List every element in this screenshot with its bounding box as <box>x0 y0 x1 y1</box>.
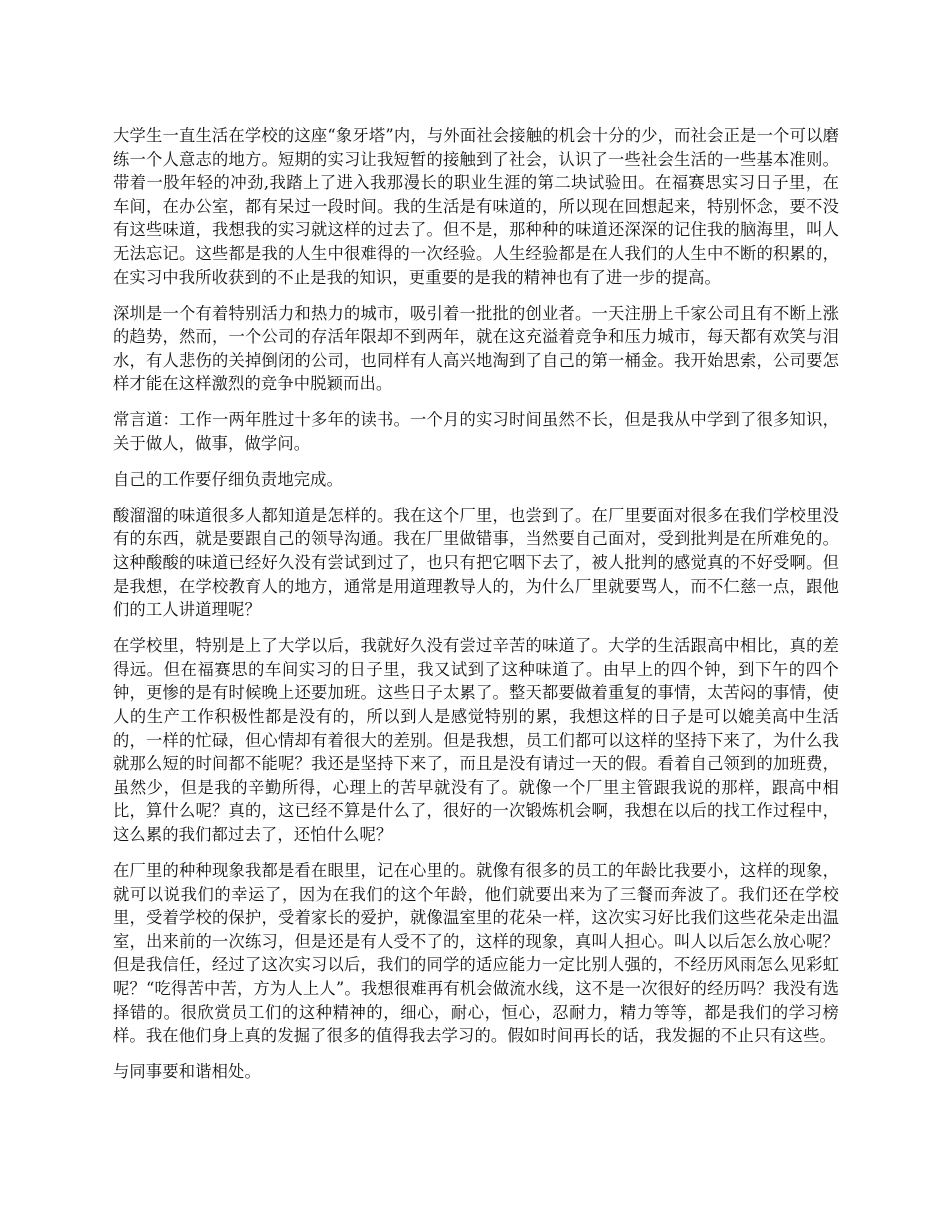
paragraph-6: 在学校里，特别是上了大学以后，我就好久没有尝过辛苦的味道了。大学的生活跟高中相比，真的差得远。但在福赛思的车间实习的日子里，我又试到了这种味道了。由早上的四个钟，到下午的四个钟，更惨的是有时候晚上还要加班。这些日子太累了。整天都要做着重复的事情，太苦闷的事情，使人的生产工作积极性都是没有的，所以到人是感觉特别的累，我想这样的日子是可以媲美高中生活的，一样的忙碌，但心情却有着很大的差别。但是我想，员工们都可以这样的坚持下来了，为什么我就那么短的时间都不能呢？我还是坚持下来了，而且是没有请过一天的假。看着自己领到的加班费，虽然少，但是我的辛勤所得，心理上的苦早就没有了。就像一个厂里主管跟我说的那样，跟高中相比，算什么呢？真的，这已经不算是什么了，很好的一次锻炼机会啊，我想在以后的找工作过程中，这么累的我们都过去了，还怕什么呢？ <box>113 636 839 844</box>
paragraph-8: 与同事要和谐相处。 <box>113 1062 261 1082</box>
paragraph-5: 酸溜溜的味道很多人都知道是怎样的。我在这个厂里，也尝到了。在厂里要面对很多在我们学校里没有的东西，就是要跟自己的领导沟通。我在厂里做错事，当然要自己面对，受到批判是在所难免的。这种酸酸的味道已经好久没有尝试到过了，也只有把它咽下去了，被人批判的感觉真的不好受啊。但是我想，在学校教育人的地方，通常是用道理教导人的，为什么厂里就要骂人，而不仁慈一点，跟他们的工人讲道理呢？ <box>113 505 839 620</box>
paragraph-4: 自己的工作要仔细负责地完成。 <box>113 469 344 489</box>
document-body <box>113 124 839 1096</box>
paragraph-2: 深圳是一个有着特别活力和热力的城市，吸引着一批批的创业者。一天注册上千家公司且有不断上涨的趋势，然而，一个公司的存活年限却不到两年，就在这充溢着竞争和压力城市，每天都有欢笑与泪水，有人悲伤的关掉倒闭的公司，也同样有人高兴地淘到了自己的第一桶金。我开始思索，公司要怎样才能在这样激烈的竞争中脱颖而出。 <box>113 303 839 394</box>
paragraph-7: 在厂里的种种现象我都是看在眼里，记在心里的。就像有很多的员工的年龄比我要小，这样的现象，就可以说我们的幸运了，因为在我们的这个年龄，他们就要出来为了三餐而奔波了。我们还在学校里，受着学校的保护，受着家长的爱护，就像温室里的花朵一样，这次实习好比我们这些花朵走出温室，出来前的一次练习，但是还是有人受不了的，这样的现象，真叫人担心。叫人以后怎么放心呢？但是我信任，经过了这次实习以后，我们的同学的适应能力一定比别人强的，不经历风雨怎么见彩虹呢？“吃得苦中苦，方为人上人”。我想很难再有机会做流水线，这不是一次很好的经历吗？我没有选择错的。很欣赏员工们的这种精神的，细心，耐心，恒心，忍耐力，精力等等，都是我们的学习榜样。我在他们身上真的发掘了很多的值得我去学习的。假如时间再长的话，我发掘的不止只有这些。 <box>113 860 839 1046</box>
paragraph-3: 常言道：工作一两年胜过十多年的读书。一个月的实习时间虽然不长，但是我从中学到了很多知识，关于做人，做事，做学问。 <box>113 410 839 453</box>
paragraph-1: 大学生一直生活在学校的这座“象牙塔”内，与外面社会接触的机会十分的少，而社会正是一个可以磨练一个人意志的地方。短期的实习让我短暂的接触到了社会，认识了一些社会生活的一些基本准则。带着一股年轻的冲劲,我踏上了进入我那漫长的职业生涯的第二块试验田。在福赛思实习日子里，在车间，在办公室，都有呆过一段时间。我的生活是有味道的，所以现在回想起来，特别怀念，要不没有这些味道，我想我的实习就这样的过去了。但不是，那种种的味道还深深的记住我的脑海里，叫人无法忘记。这些都是我的人生中很难得的一次经验。人生经验都是在人我们的人生中不断的积累的，在实习中我所收获到的不止是我的知识，更重要的是我的精神也有了进一步的提高。 <box>113 126 839 287</box>
